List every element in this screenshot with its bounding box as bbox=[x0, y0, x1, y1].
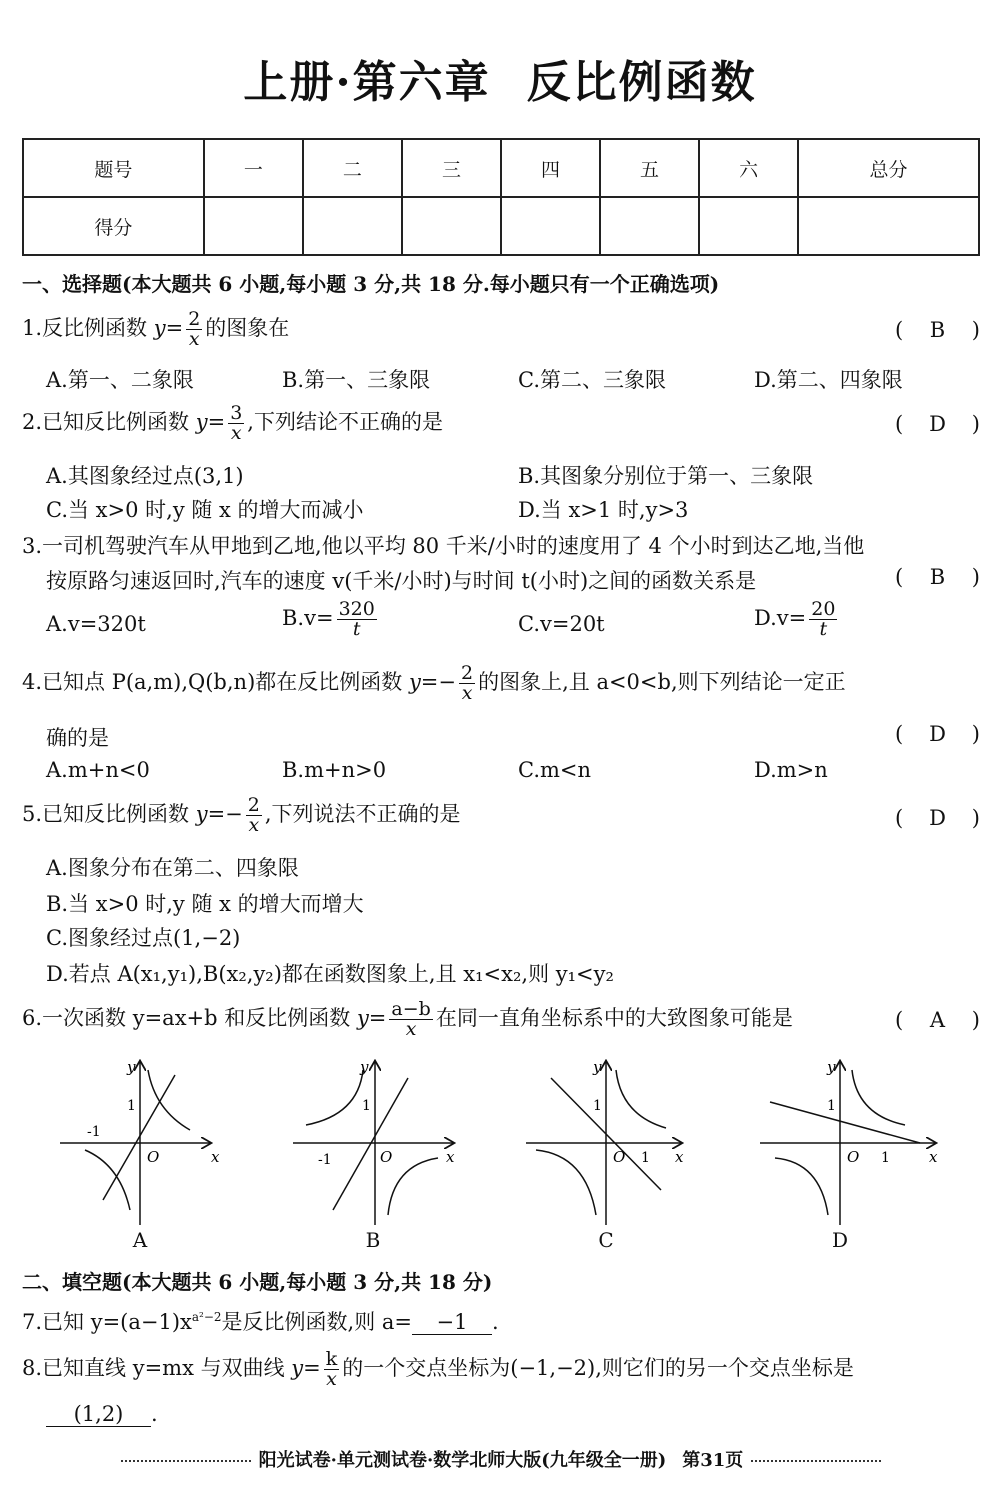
q-text: y= bbox=[291, 1356, 321, 1380]
option: D.当 x>1 时,y>3 bbox=[518, 498, 689, 522]
numerator: k bbox=[325, 1348, 338, 1370]
axis-y-label: y bbox=[827, 1058, 836, 1076]
denominator: x bbox=[188, 328, 200, 350]
page-number: 第31页 bbox=[682, 1450, 744, 1471]
q-text: ,下列说法不正确的是 bbox=[264, 802, 461, 826]
table-row bbox=[23, 139, 979, 197]
option: A.v=320t bbox=[46, 612, 146, 636]
answer: B bbox=[929, 318, 946, 342]
q-text: 的图象在 bbox=[205, 316, 290, 340]
axis-tick-label: 1 bbox=[593, 1098, 602, 1114]
q-text: 在同一直角坐标系中的大致图象可能是 bbox=[435, 1006, 793, 1030]
numerator: 2 bbox=[461, 662, 474, 684]
table-cell: 三 bbox=[402, 139, 501, 197]
axis-x-label: x bbox=[675, 1148, 684, 1166]
option: A.图象分布在第二、四象限 bbox=[46, 856, 299, 880]
denominator: x bbox=[326, 1368, 337, 1390]
axis-tick-label: 1 bbox=[127, 1098, 136, 1114]
score-cell bbox=[699, 197, 798, 255]
q-text: y= bbox=[153, 316, 184, 340]
q-text: . bbox=[492, 1310, 499, 1334]
q-text: 7.已知 y=(a−1)x bbox=[22, 1310, 192, 1334]
axis-origin-label: O bbox=[613, 1148, 626, 1166]
option: D.m>n bbox=[754, 758, 828, 782]
option bbox=[754, 600, 840, 639]
graph-a bbox=[55, 1050, 275, 1260]
graph-b-plot bbox=[288, 1050, 508, 1230]
q-text: y= bbox=[195, 410, 226, 434]
numerator: 20 bbox=[811, 598, 836, 620]
table-cell: 题号 bbox=[23, 139, 204, 197]
question-4-line2: 确的是 bbox=[46, 726, 109, 750]
q-text: y=− bbox=[408, 670, 456, 694]
graph-options bbox=[55, 1050, 955, 1260]
graph-d-plot bbox=[755, 1050, 975, 1230]
graph-a-plot bbox=[55, 1050, 275, 1230]
fill-blank: (1,2) bbox=[46, 1402, 151, 1427]
section-heading: 一、选择题(本大题共 6 小题,每小题 3 分,共 18 分.每小题只有一个正确选项) bbox=[22, 272, 720, 296]
page-title bbox=[0, 46, 1000, 110]
q-text: 2.已知反比例函数 bbox=[22, 410, 196, 434]
option: C.当 x>0 时,y 随 x 的增大而减小 bbox=[46, 498, 364, 522]
denominator: x bbox=[230, 422, 242, 444]
score-cell bbox=[798, 197, 979, 255]
title-right: 反比例函数 bbox=[526, 57, 757, 108]
graph-c bbox=[521, 1050, 741, 1260]
fraction bbox=[809, 600, 837, 639]
answer: D bbox=[929, 412, 946, 436]
q-text: y=− bbox=[195, 802, 243, 826]
denominator: x bbox=[248, 814, 260, 836]
score-table bbox=[22, 138, 980, 256]
numerator: 320 bbox=[338, 598, 375, 620]
answer: D bbox=[929, 806, 946, 830]
q-text: 4.已知点 P(a,m),Q(b,n)都在反比例函数 bbox=[22, 670, 409, 694]
table-cell: 五 bbox=[600, 139, 699, 197]
question-7 bbox=[22, 1306, 499, 1336]
score-cell bbox=[501, 197, 600, 255]
option: C.m<n bbox=[518, 758, 592, 782]
option: C.第二、三象限 bbox=[518, 368, 666, 392]
table-row bbox=[23, 197, 979, 255]
graph-label: B bbox=[365, 1228, 381, 1252]
exam-page: 上册·第六章 反比例函数 题号 一 二 三 四 五 六 总分 得分 一、选择题(本大题共 6 小题,每小题 3 分,共 18 分.每小题只有一个正确选项) 1.反比例函数 y= $\frac{2}{x}$ 的图象在 ( B ) A.第一、二象限 B.第一、三象限 C.第二、三象限 D.第二、四象限 2.已知反比例函数 y= $\frac{3}{x}$ ,下列结论不正确的是 ( D ) A.其图象经过点(3,1) B.其图象分别位于第一、三象限 C.当 x>0 时,y 随 x 的增大而减小 D.当 x>1 时,y>3 3.一司机驾驶汽车从甲地到乙地,他以平均 80 千米/小时的速度用了 4 个小时到达乙地,当他 按原路匀速返回时,汽车的速度 v(千米/小时)与时间 t(小时)之间的函数关系是 ( B ) A.v=320t B.v= $\frac{320}{t}$ C.v=20t D.v= $\frac{20}{t}$ 4.已知点 P(a,m),Q(b,n)都在反比例函数 y=− $\frac{2}{x}$ 的图象上,且 a<0<b,则下列结论一定正 确的是 ( D ) A.m+n<0 B.m+n>0 C.m<n D.m>n 5.已知反比例函数 y=− $\frac{2}{x}$ ,下列说法不正确的是 ( D ) A.图象分布在第二、四象限 B.当 x>0 时,y 随 x 的增大而增大 C.图象经过点(1,−2) D.若点 A(x₁,y₁),B(x₂,y₂)都在函数图象上,且 x₁<x₂,则 y₁<y₂ 6.一次函数 y=ax+b 和反比例函数 y= $\frac{a-b}{x}$ 在同一直角坐标系中的大致图象可能是 ( A ) y x O 1 -1 A y x O 1 -1 B y x O 1 1 C y x O 1 1 D 二、填空题(本大题共 6 小题,每小题 3 分,共 18 分) 7.已知 $y=(a-1)x^{a^2-2}$是反比例函数,则 a= −1 . 8.已知直线 y=mx 与双曲线 y= $\frac{k}{x}$ 的一个交点坐标为(−1,−2),则它们的另一个交点坐标是 (1,2) . 阳光试卷·单元测试卷·数学北师大版(九年级全一册) 第31页 bbox=[0, 0, 1000, 1490]
question-5 bbox=[22, 796, 461, 835]
option bbox=[282, 600, 380, 639]
axis-tick-label: -1 bbox=[318, 1152, 332, 1168]
table-cell: 四 bbox=[501, 139, 600, 197]
answer: A bbox=[929, 1008, 946, 1032]
fraction bbox=[337, 600, 377, 639]
axis-y-label: y bbox=[127, 1058, 136, 1076]
table-cell: 二 bbox=[303, 139, 402, 197]
denominator: x bbox=[461, 682, 473, 704]
question-8-answer-line bbox=[46, 1402, 158, 1427]
q-text: 的图象上,且 a<0<b,则下列结论一定正 bbox=[478, 670, 846, 694]
axis-origin-label: O bbox=[847, 1148, 860, 1166]
option: C.v=20t bbox=[518, 612, 605, 636]
option: C.图象经过点(1,−2) bbox=[46, 926, 241, 950]
graph-label: C bbox=[598, 1228, 614, 1252]
option: B.m+n>0 bbox=[282, 758, 387, 782]
denominator: t bbox=[352, 618, 361, 640]
axis-tick-label: 1 bbox=[362, 1098, 371, 1114]
graph-d bbox=[755, 1050, 975, 1260]
fraction bbox=[228, 404, 244, 443]
axis-tick-label: -1 bbox=[87, 1124, 101, 1140]
denominator: x bbox=[405, 1018, 417, 1040]
page-footer bbox=[22, 1446, 980, 1472]
axis-tick-label: 1 bbox=[827, 1098, 836, 1114]
q-text: 1.反比例函数 bbox=[22, 316, 154, 340]
axis-origin-label: O bbox=[147, 1148, 160, 1166]
table-cell: 得分 bbox=[23, 197, 204, 255]
numerator: 2 bbox=[247, 794, 260, 816]
axis-x-label: x bbox=[211, 1148, 220, 1166]
option: D.若点 A(x₁,y₁),B(x₂,y₂)都在函数图象上,且 x₁<x₂,则 y₁<y₂ bbox=[46, 962, 614, 986]
axis-origin-label: O bbox=[380, 1148, 393, 1166]
graph-label: D bbox=[831, 1228, 849, 1252]
option: A.m+n<0 bbox=[46, 758, 150, 782]
fraction bbox=[186, 310, 202, 349]
section-heading: 二、填空题(本大题共 6 小题,每小题 3 分,共 18 分) bbox=[22, 1270, 493, 1294]
q-text: 5.已知反比例函数 bbox=[22, 802, 196, 826]
q-text: 是反比例函数,则 a= bbox=[221, 1310, 413, 1334]
score-cell bbox=[204, 197, 303, 255]
question-8 bbox=[22, 1350, 854, 1389]
axis-tick-label: 1 bbox=[881, 1150, 890, 1166]
q-text: 8.已知直线 y=mx 与双曲线 bbox=[22, 1356, 292, 1380]
table-cell: 六 bbox=[699, 139, 798, 197]
graph-c-plot bbox=[521, 1050, 741, 1230]
axis-tick-label: 1 bbox=[641, 1150, 650, 1166]
fill-blank: −1 bbox=[412, 1310, 492, 1335]
q-text: y= bbox=[356, 1006, 387, 1030]
numerator: 3 bbox=[230, 402, 243, 424]
option: A.第一、二象限 bbox=[46, 368, 194, 392]
score-cell bbox=[402, 197, 501, 255]
question-6 bbox=[22, 1000, 793, 1039]
q-text: . bbox=[151, 1402, 158, 1426]
numerator: 2 bbox=[188, 308, 201, 330]
question-2 bbox=[22, 404, 443, 443]
title-left: 上册·第六章 bbox=[243, 57, 491, 108]
score-cell bbox=[303, 197, 402, 255]
axis-x-label: x bbox=[929, 1148, 938, 1166]
numerator: a−b bbox=[391, 998, 431, 1020]
footer-text: 阳光试卷·单元测试卷·数学北师大版(九年级全一册) bbox=[258, 1450, 667, 1471]
graph-b bbox=[288, 1050, 508, 1260]
answer: D bbox=[929, 722, 946, 746]
option: B.第一、三象限 bbox=[282, 368, 431, 392]
denominator: t bbox=[819, 618, 828, 640]
graph-label: A bbox=[132, 1228, 148, 1252]
score-cell bbox=[600, 197, 699, 255]
table-cell: 一 bbox=[204, 139, 303, 197]
question-3: 3.一司机驾驶汽车从甲地到乙地,他以平均 80 千米/小时的速度用了 4 个小时到达乙地,当他 bbox=[22, 534, 865, 558]
table-cell: 总分 bbox=[798, 139, 979, 197]
question-4 bbox=[22, 664, 846, 703]
option: D.第二、四象限 bbox=[754, 368, 903, 392]
option: B.其图象分别位于第一、三象限 bbox=[518, 464, 814, 488]
option: A.其图象经过点(3,1) bbox=[46, 464, 244, 488]
q-text: ,下列结论不正确的是 bbox=[247, 410, 443, 434]
q-text: 6.一次函数 y=ax+b 和反比例函数 bbox=[22, 1006, 357, 1030]
option: B.当 x>0 时,y 随 x 的增大而增大 bbox=[46, 892, 364, 916]
question-3-line2: 按原路匀速返回时,汽车的速度 v(千米/小时)与时间 t(小时)之间的函数关系是 bbox=[46, 569, 757, 593]
answer: B bbox=[929, 565, 946, 589]
fraction bbox=[389, 1000, 432, 1039]
exponent: a²−2 bbox=[191, 1310, 222, 1324]
fraction bbox=[324, 1350, 340, 1389]
fraction bbox=[459, 664, 475, 703]
axis-y-label: y bbox=[593, 1058, 602, 1076]
axis-y-label: y bbox=[360, 1058, 369, 1076]
q-text: B.v= bbox=[282, 606, 334, 630]
fraction bbox=[246, 796, 262, 835]
q-text: D.v= bbox=[754, 606, 807, 630]
q-text: 的一个交点坐标为(−1,−2),则它们的另一个交点坐标是 bbox=[342, 1356, 854, 1380]
question-1 bbox=[22, 310, 289, 349]
axis-x-label: x bbox=[446, 1148, 455, 1166]
